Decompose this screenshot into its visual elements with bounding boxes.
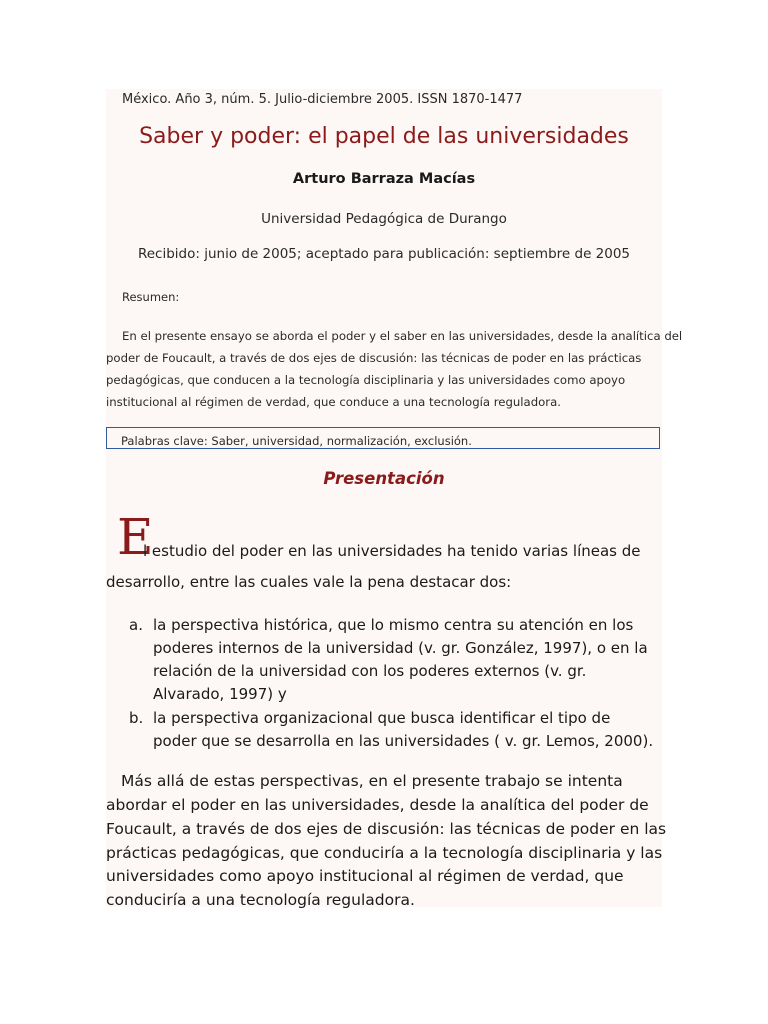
drop-cap: E	[117, 508, 154, 566]
abstract-line: pedagógicas, que conducen a la tecnología disciplinaria y las universidades como apoyo	[106, 373, 626, 387]
paragraph-line: Más allá de estas perspectivas, en el presente trabajo se intenta	[121, 772, 623, 790]
paragraph-line: Foucault, a través de dos ejes de discusión: las técnicas de poder en las	[106, 820, 667, 838]
paragraph-line: abordar el poder en las universidades, desde la analítica del poder de	[106, 796, 649, 814]
list-item-line: relación de la universidad con los poderes externos (v. gr.	[153, 662, 587, 680]
article-author: Arturo Barraza Macías	[292, 171, 476, 187]
list-marker: b.	[129, 709, 144, 727]
journal-citation: México. Año 3, núm. 5. Julio-diciembre 2005. ISSN 1870-1477	[122, 92, 523, 107]
paragraph-line: universidades como apoyo institucional al régimen de verdad, que	[106, 867, 624, 885]
list-item-line: poderes internos de la universidad (v. gr. González, 1997), o en la	[153, 639, 648, 657]
intro-line: desarrollo, entre las cuales vale la pena destacar dos:	[106, 573, 512, 591]
abstract-text	[106, 325, 683, 413]
section-heading: Presentación	[323, 469, 445, 488]
list-item-line: poder que se desarrolla en las universidades ( v. gr. Lemos, 2000).	[153, 732, 654, 750]
abstract-line: En el presente ensayo se aborda el poder y el saber en las universidades, desde la analítica del	[122, 329, 683, 343]
list-item-line: la perspectiva histórica, que lo mismo centra su atención en los	[153, 616, 634, 634]
article-title: Saber y poder: el papel de las universidades	[139, 124, 629, 149]
abstract-label: Resumen:	[122, 290, 180, 304]
abstract-line: institucional al régimen de verdad, que conduce a una tecnología reguladora.	[106, 395, 561, 409]
list-item-line: Alvarado, 1997) y	[153, 685, 287, 703]
list-item-line: la perspectiva organizacional que busca identificar el tipo de	[153, 709, 611, 727]
keywords-box: Palabras clave: Saber, universidad, normalización, exclusión.	[106, 427, 660, 449]
received-dates: Recibido: junio de 2005; aceptado para publicación: septiembre de 2005	[137, 246, 631, 262]
abstract-line: poder de Foucault, a través de dos ejes de discusión: las técnicas de poder en las prácticas	[106, 351, 642, 365]
paragraph-line: conduciría a una tecnología reguladora.	[106, 891, 415, 909]
intro-line: l estudio del poder en las universidades ha tenido varias líneas de	[143, 542, 641, 560]
paragraph-line: prácticas pedagógicas, que conduciría a la tecnología disciplinaria y las	[106, 844, 663, 862]
list-marker: a.	[129, 616, 143, 634]
author-institution: Universidad Pedagógica de Durango	[261, 211, 507, 227]
